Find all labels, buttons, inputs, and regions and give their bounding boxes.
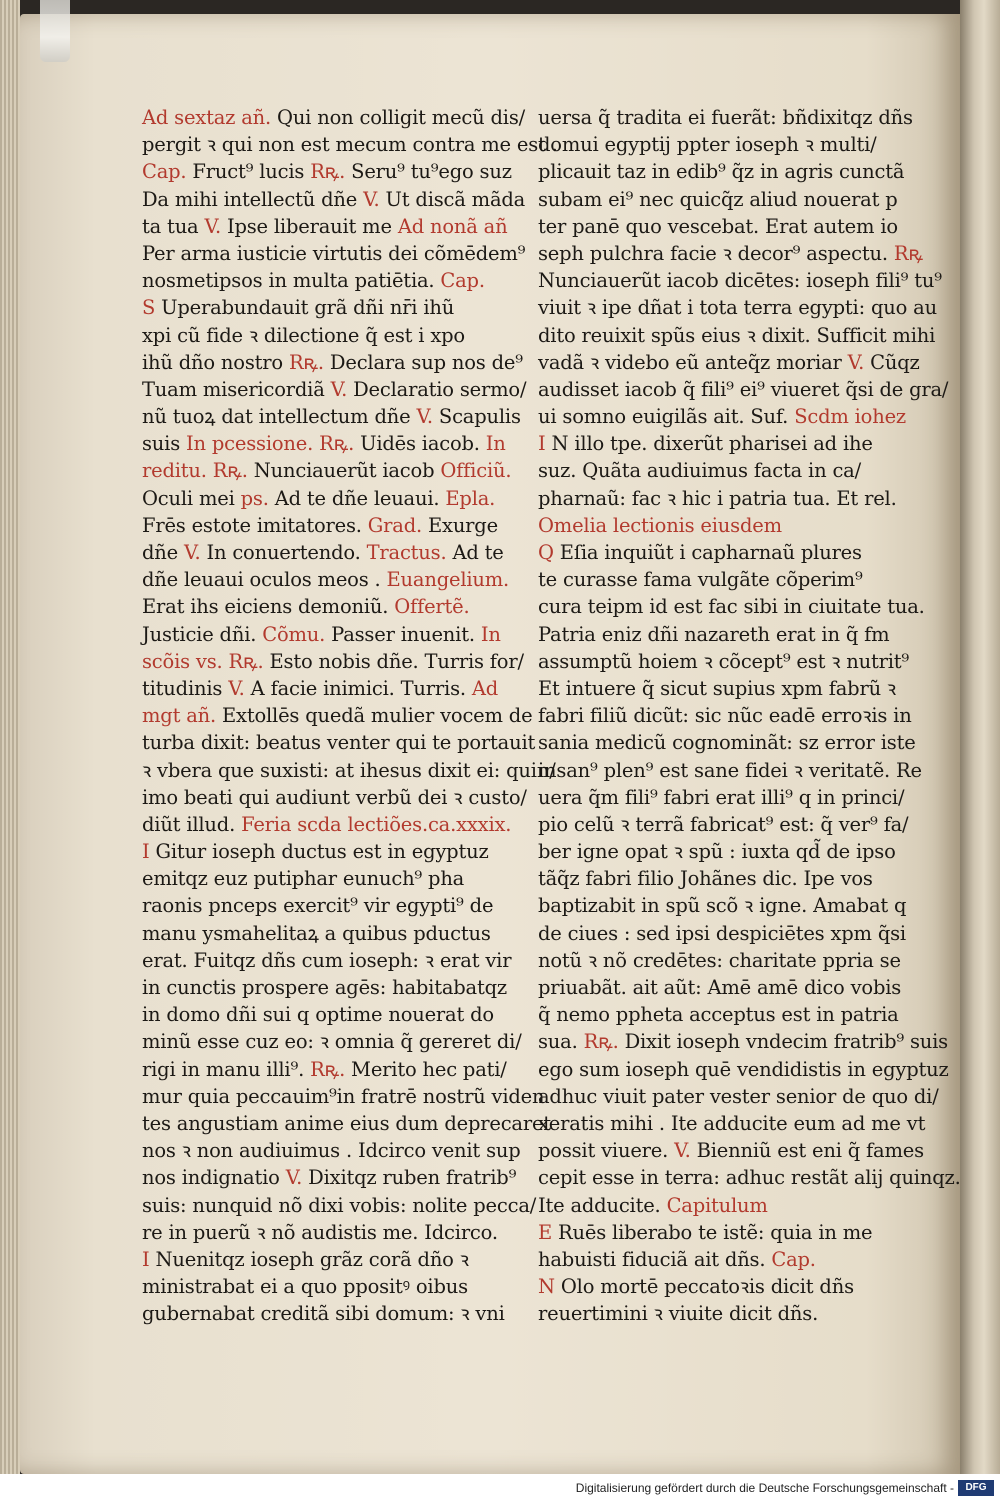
rubric-text: Rꝶ bbox=[893, 241, 923, 265]
rubric-text: I bbox=[142, 1247, 150, 1271]
body-text: vadã ꝛ videbo eũ anteq̃z moriar bbox=[538, 350, 848, 374]
body-text: Ipse liberauit me bbox=[220, 214, 398, 238]
rubric-text: V. bbox=[330, 377, 348, 401]
body-text: reuertimini ꝛ viuite dicit dñs. bbox=[538, 1302, 819, 1326]
digitization-footer bbox=[0, 1474, 1000, 1504]
left-text-column bbox=[142, 104, 558, 1327]
text-line bbox=[538, 947, 908, 974]
body-text: Frēs estote imitatores. bbox=[142, 513, 368, 537]
page-clip bbox=[40, 0, 70, 62]
body-text: cura teipm id est fac sibi in ciuitate tua. bbox=[538, 595, 925, 619]
body-text: pharnaũ: fac ꝛ hic i patria tua. Et rel. bbox=[538, 486, 897, 510]
body-text: Patria eniz dñi nazareth erat in q̃ fm bbox=[538, 622, 890, 646]
body-text: Eſia inquiũt i capharnaũ plures bbox=[553, 541, 862, 564]
rubric-text: In pcessione. Rꝶ. bbox=[186, 432, 355, 456]
body-text: ta tua bbox=[142, 214, 205, 238]
rubric-text: V. bbox=[228, 676, 245, 700]
text-line bbox=[538, 457, 908, 484]
rubric-text: V. bbox=[204, 214, 221, 238]
rubric-text: Rꝶ. bbox=[310, 160, 346, 184]
rubric-text: Rꝶ. bbox=[583, 1030, 619, 1054]
text-line bbox=[142, 131, 558, 158]
body-text: uera q̃m fili⁹ fabri erat illi⁹ q in princi/ bbox=[538, 785, 905, 809]
text-line bbox=[538, 430, 908, 457]
body-text: Declaratio sermo/ bbox=[347, 377, 527, 401]
text-line bbox=[142, 376, 527, 403]
text-line bbox=[538, 376, 949, 403]
text-line bbox=[538, 1192, 908, 1219]
rubric-text: Ad sextaz añ. bbox=[142, 106, 272, 129]
body-text: Tuam misericordiã bbox=[142, 377, 331, 401]
body-text: nũ tuoꝝ dat intellectum dñe bbox=[142, 405, 417, 429]
text-line bbox=[142, 294, 514, 321]
body-text: Ut discã mãda bbox=[379, 187, 526, 211]
body-text: insan⁹ plen⁹ est sane fidei ꝛ veritatẽ. Re bbox=[538, 758, 922, 782]
text-line bbox=[142, 104, 525, 131]
body-text: Uperabundauit grã dñi nr̄i ihũ bbox=[155, 296, 455, 320]
body-text: pio celũ ꝛ terrã fabricat⁹ est: q̃ ver⁹ fa/ bbox=[538, 812, 909, 836]
rubric-text: reditu. Rꝶ. bbox=[142, 459, 248, 483]
rubric-text: scõis vs. Rꝶ. bbox=[142, 649, 264, 673]
body-text: Olo mortē peccatoꝛis dicit dñs bbox=[554, 1275, 854, 1299]
body-text: sua. bbox=[538, 1030, 584, 1054]
body-text: Dixitqz ruben fratrib⁹ bbox=[302, 1166, 517, 1190]
body-text: diũt illud. bbox=[142, 812, 242, 836]
body-text: turba dixit: beatus venter qui te portauit bbox=[142, 731, 536, 755]
rubric-text: V. bbox=[847, 350, 865, 374]
body-text: Passer inuenit. bbox=[325, 622, 481, 646]
rubric-text: Cõmu. bbox=[262, 622, 326, 646]
body-text: Seru⁹ tu⁹ego suz bbox=[345, 160, 512, 184]
book-edge bbox=[0, 0, 20, 1504]
body-text: re in puerũ ꝛ nõ audistis me. Idcirco. bbox=[142, 1220, 498, 1244]
text-line bbox=[142, 1192, 537, 1219]
body-text: Ad te bbox=[446, 541, 504, 564]
body-text: dñe leuaui oculos meos . bbox=[142, 568, 387, 592]
text-line bbox=[538, 729, 916, 756]
text-line bbox=[538, 403, 908, 430]
text-line bbox=[142, 593, 514, 620]
rubric-text: Capitulum bbox=[666, 1193, 768, 1217]
body-text: Et intuere q̃ sicut supius xpm fabrũ ꝛ bbox=[538, 676, 896, 700]
text-line bbox=[142, 621, 514, 648]
body-text: xpi cũ fide ꝛ dilectione q̃ est i xpo bbox=[142, 323, 465, 347]
body-text: te curasse fama vulgãte cõperim⁹ bbox=[538, 568, 863, 592]
body-text: notũ ꝛ nõ credētes: charitate ppria se bbox=[538, 948, 901, 972]
text-line bbox=[538, 322, 936, 349]
body-text: Dixit ioseph vndecim fratrib⁹ suis bbox=[618, 1030, 948, 1054]
body-text: erat. Fuitqz dñs cum ioseph: ꝛ erat vir bbox=[142, 948, 512, 972]
text-line bbox=[538, 784, 908, 811]
rubric-text: Ad bbox=[471, 676, 499, 700]
body-text: pergit ꝛ qui non est mecum contra me est . bbox=[142, 133, 558, 157]
book-gutter bbox=[960, 0, 1000, 1504]
text-line bbox=[142, 322, 514, 349]
text-line bbox=[142, 240, 526, 267]
rubric-text: V. bbox=[183, 541, 201, 564]
text-line bbox=[538, 294, 937, 321]
body-text: habuisti fiduciã ait dñs. bbox=[538, 1247, 772, 1271]
body-text: suz. Quãta audiuimus facta in ca/ bbox=[538, 459, 861, 483]
text-line bbox=[538, 213, 908, 240]
body-text: baptizabit in spũ scõ ꝛ igne. Amabat q bbox=[538, 894, 907, 918]
body-text: dñe bbox=[142, 541, 184, 564]
body-text: Justicie dñi. bbox=[142, 622, 263, 646]
body-text: Cũqz bbox=[864, 350, 920, 374]
text-line bbox=[142, 213, 514, 240]
body-text: seph pulchra facie ꝛ decor⁹ aspectu. bbox=[538, 241, 894, 265]
dfg-logo: DFG bbox=[958, 1480, 994, 1496]
text-line bbox=[538, 865, 908, 892]
text-line bbox=[142, 648, 524, 675]
rubric-text: Tractus. bbox=[366, 541, 447, 564]
text-line bbox=[142, 702, 533, 729]
body-text: Nunciauerũt iacob dicētes: ioseph fili⁹ tu⁹ bbox=[538, 269, 942, 293]
body-text: nos indignatio bbox=[142, 1166, 286, 1190]
text-line bbox=[538, 1164, 961, 1191]
text-line bbox=[538, 1056, 949, 1083]
body-text: gubernabat creditã sibi domum: ꝛ vni bbox=[142, 1302, 505, 1326]
body-text: tãq̃z fabri filio Johãnes dic. Ipe vos bbox=[538, 867, 873, 891]
body-text: in domo dñi sui q optime nouerat do bbox=[142, 1003, 494, 1027]
body-text: cepit esse in terra: adhuc restãt alij quinqz. bbox=[538, 1166, 961, 1190]
rubric-text: Offertẽ. bbox=[394, 595, 470, 619]
body-text: Extollēs quedã mulier vocem de bbox=[216, 704, 533, 728]
rubric-text: Grad. bbox=[367, 513, 422, 537]
text-line bbox=[538, 974, 908, 1001]
text-line bbox=[142, 158, 514, 185]
text-line bbox=[142, 675, 514, 702]
body-text: titudinis bbox=[142, 676, 229, 700]
text-line bbox=[142, 1056, 514, 1083]
rubric-text: N bbox=[538, 1275, 555, 1299]
body-text: sania medicũ cognominãt: sz error iste bbox=[538, 731, 916, 755]
text-line bbox=[142, 1110, 551, 1137]
body-text: de ciues : sed ipsi despiciētes xpm q̃si bbox=[538, 921, 906, 945]
text-line bbox=[538, 892, 908, 919]
body-text: ego sum ioseph quē vendidistis in egyptuz bbox=[538, 1057, 949, 1081]
text-line bbox=[538, 131, 908, 158]
text-line bbox=[142, 485, 514, 512]
body-text: Erat ihs eiciens demoniũ. bbox=[142, 595, 395, 619]
body-text: plicauit taz in edib⁹ q̃z in agris cunctã bbox=[538, 160, 905, 184]
text-line bbox=[142, 811, 514, 838]
body-text: ministrabat ei a quo ppositꝰ oibus bbox=[142, 1275, 468, 1299]
text-line bbox=[538, 240, 923, 267]
rubric-text: mgt añ. bbox=[142, 704, 216, 728]
body-text: q̃ nemo ppheta acceptus est in patria bbox=[538, 1003, 899, 1027]
text-line bbox=[538, 566, 908, 593]
body-text: N illo tpe. dixerũt pharisei ad ihe bbox=[545, 432, 873, 456]
rubric-text: V. bbox=[285, 1166, 303, 1190]
text-line bbox=[538, 757, 922, 784]
body-text: ter panē quo vescebat. Erat autem io bbox=[538, 214, 898, 238]
body-text: imo beati qui audiunt verbũ dei ꝛ custo/ bbox=[142, 785, 527, 809]
rubric-text: Ad nonã añ bbox=[397, 214, 508, 238]
text-line bbox=[538, 485, 908, 512]
text-line bbox=[142, 892, 514, 919]
body-text: Nunciauerũt iacob bbox=[247, 459, 441, 483]
body-text: Per arma iusticie virtutis dei cõmēdem⁹ bbox=[142, 241, 526, 265]
text-line bbox=[142, 1164, 517, 1191]
body-text: ihũ dño nostro bbox=[142, 350, 289, 374]
body-text: domui egyptij ppter ioseph ꝛ multi/ bbox=[538, 133, 877, 157]
text-line bbox=[538, 648, 908, 675]
text-line bbox=[538, 621, 908, 648]
rubric-text: Rꝶ. bbox=[310, 1057, 346, 1081]
rubric-text: Q bbox=[538, 541, 554, 564]
text-line bbox=[142, 1028, 522, 1055]
text-line bbox=[538, 1083, 939, 1110]
text-line bbox=[142, 974, 514, 1001]
rubric-text: Officiũ. bbox=[440, 459, 512, 483]
text-line bbox=[142, 1300, 514, 1327]
body-text: Fruct⁹ lucis bbox=[186, 160, 311, 184]
text-line bbox=[538, 1001, 908, 1028]
body-text: A facie inimici. Turris. bbox=[244, 676, 472, 700]
body-text: minũ esse cuz eo: ꝛ omnia q̃ gereret di/ bbox=[142, 1030, 522, 1054]
body-text: uersa q̃ tradita ei fuerãt: bñdixitqz dñs bbox=[538, 106, 913, 129]
body-text: in cunctis prospere agēs: habitabatqz bbox=[142, 976, 507, 999]
text-line bbox=[142, 430, 514, 457]
body-text: Uidēs iacob. bbox=[354, 432, 486, 456]
text-line bbox=[142, 1219, 514, 1246]
rubric-text: Feria scda lectiões.ca.xxxix. bbox=[241, 812, 512, 836]
text-line bbox=[142, 1001, 514, 1028]
body-text: Ad te dñe leuaui. bbox=[268, 486, 446, 510]
rubric-text: In bbox=[485, 432, 506, 456]
body-text: possit viuere. bbox=[538, 1139, 675, 1163]
body-text: emitqz euz putiphar eunuch⁹ pha bbox=[142, 867, 465, 891]
body-text: Exurge bbox=[421, 513, 498, 537]
rubric-text: I bbox=[142, 840, 150, 864]
text-line bbox=[142, 920, 514, 947]
rubric-text: Epla. bbox=[445, 486, 496, 510]
text-line bbox=[142, 539, 514, 566]
body-text: suis: nunquid nõ dixi vobis: nolite pecca/ bbox=[142, 1193, 537, 1217]
rubric-text: I bbox=[538, 432, 546, 456]
body-text: ꝛ vbera que suxisti: at ihesus dixit ei: quin/ bbox=[142, 758, 556, 782]
body-text: tes angustiam anime eius dum deprecaret bbox=[142, 1111, 551, 1135]
rubric-text: V. bbox=[416, 405, 433, 429]
body-text: raonis pnceps exercit⁹ vir egypti⁹ de bbox=[142, 894, 494, 918]
text-line bbox=[538, 920, 908, 947]
text-line bbox=[538, 267, 942, 294]
text-line bbox=[538, 838, 908, 865]
body-text: Scapulis bbox=[432, 405, 521, 429]
text-line bbox=[142, 838, 514, 865]
body-text: adhuc viuit pater vester senior de quo di/ bbox=[538, 1084, 939, 1108]
rubric-text: In bbox=[480, 622, 501, 646]
body-text: nosmetipsos in multa patiētia. bbox=[142, 269, 441, 293]
body-text: audisset iacob q̃ fili⁹ ei⁹ viueret q̃si de gra/ bbox=[538, 377, 949, 401]
body-text: Ruēs liberabo te istẽ: quia in me bbox=[552, 1220, 873, 1244]
body-text: Da mihi intellectũ dñe bbox=[142, 187, 364, 211]
rubric-text: Euangelium. bbox=[386, 568, 510, 592]
text-line bbox=[142, 1273, 514, 1300]
body-text: nos ꝛ non audiuimus . Idcirco venit sup bbox=[142, 1139, 521, 1163]
text-line bbox=[538, 349, 920, 376]
body-text: suis bbox=[142, 432, 187, 456]
rubric-text: Omelia lectionis eiusdem bbox=[538, 513, 782, 537]
rubric-text: E bbox=[538, 1220, 553, 1244]
text-line bbox=[142, 865, 514, 892]
text-line bbox=[142, 729, 536, 756]
body-text: viuit ꝛ ipe dñat i tota terra egypti: quo au bbox=[538, 296, 937, 320]
body-text: Merito hec pati/ bbox=[345, 1057, 507, 1081]
text-line bbox=[142, 1083, 545, 1110]
rubric-text: Cap. bbox=[142, 160, 187, 184]
text-line bbox=[142, 267, 514, 294]
text-line bbox=[538, 1219, 908, 1246]
rubric-text: S bbox=[142, 296, 156, 320]
rubric-text: Cap. bbox=[771, 1247, 816, 1271]
body-text: rigi in manu illi⁹. bbox=[142, 1057, 311, 1081]
text-line bbox=[538, 811, 908, 838]
body-text: In conuertendo. bbox=[200, 541, 367, 564]
body-text: ber igne opat ꝛ spũ : iuxta qd̃ de ipso bbox=[538, 840, 896, 864]
text-line bbox=[538, 512, 908, 539]
footer-credit: Digitalisierung gefördert durch die Deutsche Forschungsgemeinschaft - bbox=[575, 1481, 954, 1495]
body-text: assumptũ hoiem ꝛ cõcept⁹ est ꝛ nutrit⁹ bbox=[538, 649, 910, 673]
body-text: Bienniũ est eni q̃ fames bbox=[690, 1139, 924, 1163]
rubric-text: Cap. bbox=[440, 269, 485, 293]
text-line bbox=[142, 784, 527, 811]
text-line bbox=[538, 158, 908, 185]
body-text: xeratis mihi . Ite adducite eum ad me vt bbox=[538, 1111, 926, 1135]
text-line bbox=[142, 349, 523, 376]
text-line bbox=[538, 1110, 926, 1137]
rubric-text: V. bbox=[363, 187, 380, 211]
text-line bbox=[142, 457, 514, 484]
text-line bbox=[142, 757, 556, 784]
body-text: Nuenitqz ioseph grãz corã dño ꝛ bbox=[149, 1247, 469, 1271]
rubric-text: Rꝶ. bbox=[288, 350, 324, 374]
text-line bbox=[538, 675, 908, 702]
body-text: mur quia peccauim⁹in fratrē nostrũ viden bbox=[142, 1084, 545, 1108]
text-line bbox=[538, 539, 908, 566]
body-text: Declara sup nos de⁹ bbox=[323, 350, 523, 374]
rubric-text: ps. bbox=[240, 486, 269, 510]
body-text: priuabãt. ait aũt: Amē amē dico vobis bbox=[538, 976, 902, 999]
text-line bbox=[538, 1273, 908, 1300]
text-line bbox=[142, 1137, 521, 1164]
body-text: subam ei⁹ nec quicq̃z aliud nouerat p bbox=[538, 187, 898, 211]
body-text: ui somno euigilãs ait. Suf. bbox=[538, 405, 795, 429]
text-line bbox=[142, 512, 514, 539]
body-text: Ite adducite. bbox=[538, 1193, 667, 1217]
body-text: dito reuixit spũs eius ꝛ dixit. Sufficit mihi bbox=[538, 323, 936, 347]
text-line bbox=[142, 186, 526, 213]
rubric-text: Scdm iohez bbox=[794, 405, 906, 429]
right-text-column bbox=[538, 104, 961, 1327]
text-line bbox=[538, 593, 925, 620]
text-line bbox=[538, 1028, 948, 1055]
body-text: Esto nobis dñe. Turris for/ bbox=[263, 649, 524, 673]
text-line bbox=[142, 947, 514, 974]
body-text: fabri filiũ dicũt: sic nũc eadē erroꝛis in bbox=[538, 704, 912, 728]
rubric-text: V. bbox=[674, 1139, 691, 1163]
text-line bbox=[538, 1246, 908, 1273]
text-line bbox=[538, 1300, 908, 1327]
text-line bbox=[538, 104, 913, 131]
body-text: manu ysmahelitaꝝ a quibus pductus bbox=[142, 921, 491, 945]
body-text: Gitur ioseph ductus est in egyptuz bbox=[149, 840, 489, 864]
body-text: Oculi mei bbox=[142, 486, 241, 510]
text-line bbox=[142, 403, 521, 430]
text-line bbox=[142, 1246, 514, 1273]
text-line bbox=[538, 1137, 924, 1164]
text-line bbox=[538, 186, 908, 213]
text-line bbox=[538, 702, 912, 729]
body-text: Qui non colligit mecũ dis/ bbox=[271, 106, 525, 129]
text-line bbox=[142, 566, 514, 593]
